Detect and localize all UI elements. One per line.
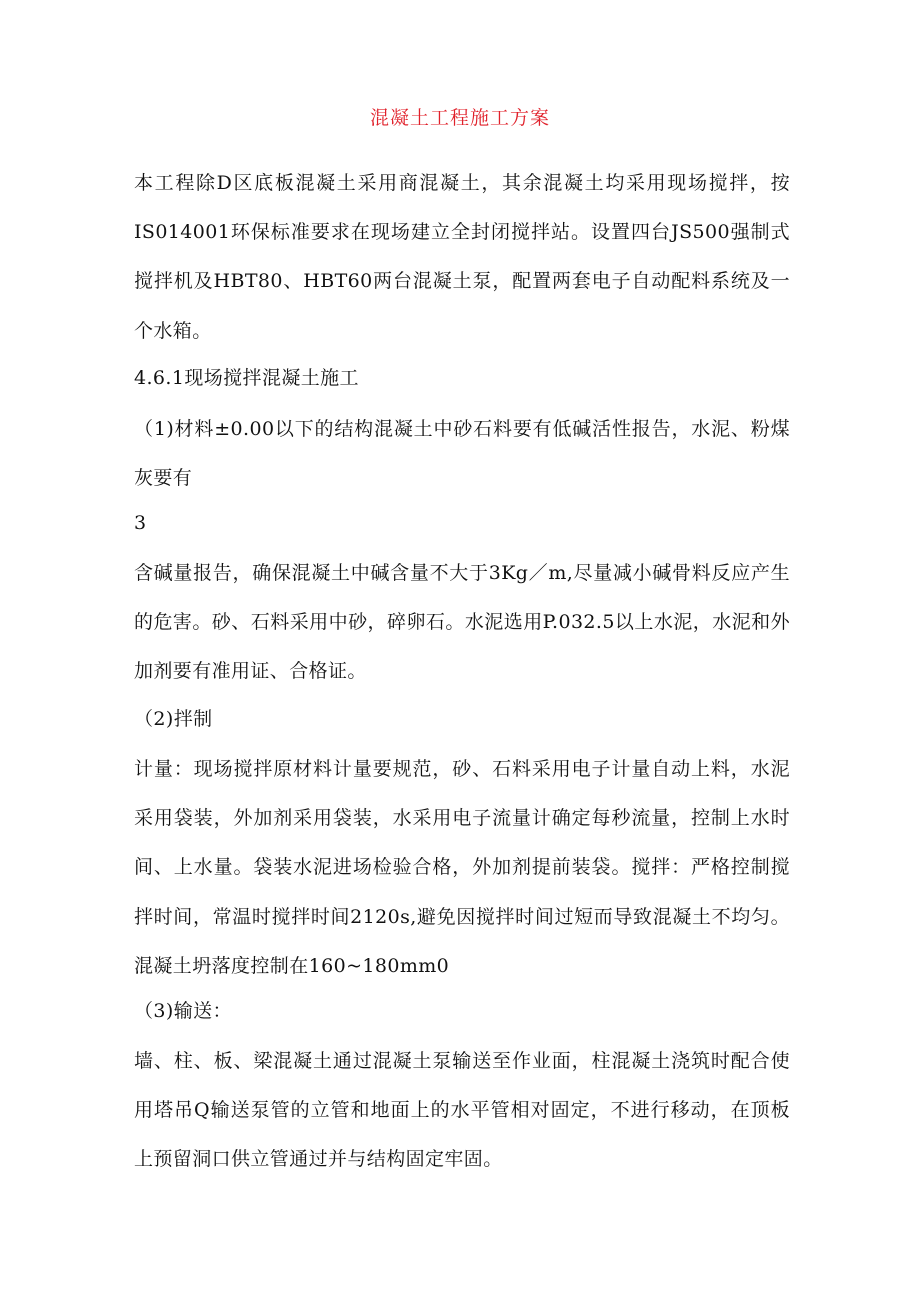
section-heading-4-6-1: 4.6.1现场搅拌混凝土施工 [134,367,359,389]
mixing-heading: （2)拌制 [134,708,213,730]
conveying-heading: （3)输送： [134,1000,232,1022]
intro-paragraph: 本工程除D区底板混凝土采用商混凝土，其余混凝土均采用现场搅拌，按IS014001环保标准要求在现场建立全封闭搅拌站。设置四台JS500强制式搅拌机及HBT80、HBT60两台混凝土泵，配置两套电子自动配料系统及一个水箱。 [134,172,790,342]
materials-paragraph: （1)材料±0.00以下的结构混凝土中砂石料要有低碱活性报告，水泥、粉煤灰要有 [134,418,790,490]
metering-paragraph: 计量：现场搅拌原材料计量要规范，砂、石料采用电子计量自动上料，水泥采用袋装，外加剂采用袋装，水采用电子流量计确定每秒流量，控制上水时间、上水量。袋装水泥进场检验合格，外加剂提前装袋。搅拌：严格控制搅拌时间，常温时搅拌时间2120s,避免因搅拌时间过短而导致混凝土不均匀。混凝土坍落度控制在160~180mm0 [134,758,790,977]
alkali-content-paragraph: 含碱量报告，确保混凝土中碱含量不大于3Kg／m,尽量减小碱骨料反应产生的危害。砂、石料采用中砂，碎卵石。水泥选用P.032.5以上水泥，水泥和外加剂要有准用证、合格证。 [134,562,790,683]
page-number: 3 [134,512,147,534]
document-title: 混凝土工程施工方案 [369,107,550,129]
conveying-paragraph: 墙、柱、板、梁混凝土通过混凝土泵输送至作业面，柱混凝土浇筑时配合使用塔吊Q输送泵管的立管和地面上的水平管相对固定，不进行移动，在顶板上预留洞口供立管通过并与结构固定牢固。 [134,1050,790,1171]
